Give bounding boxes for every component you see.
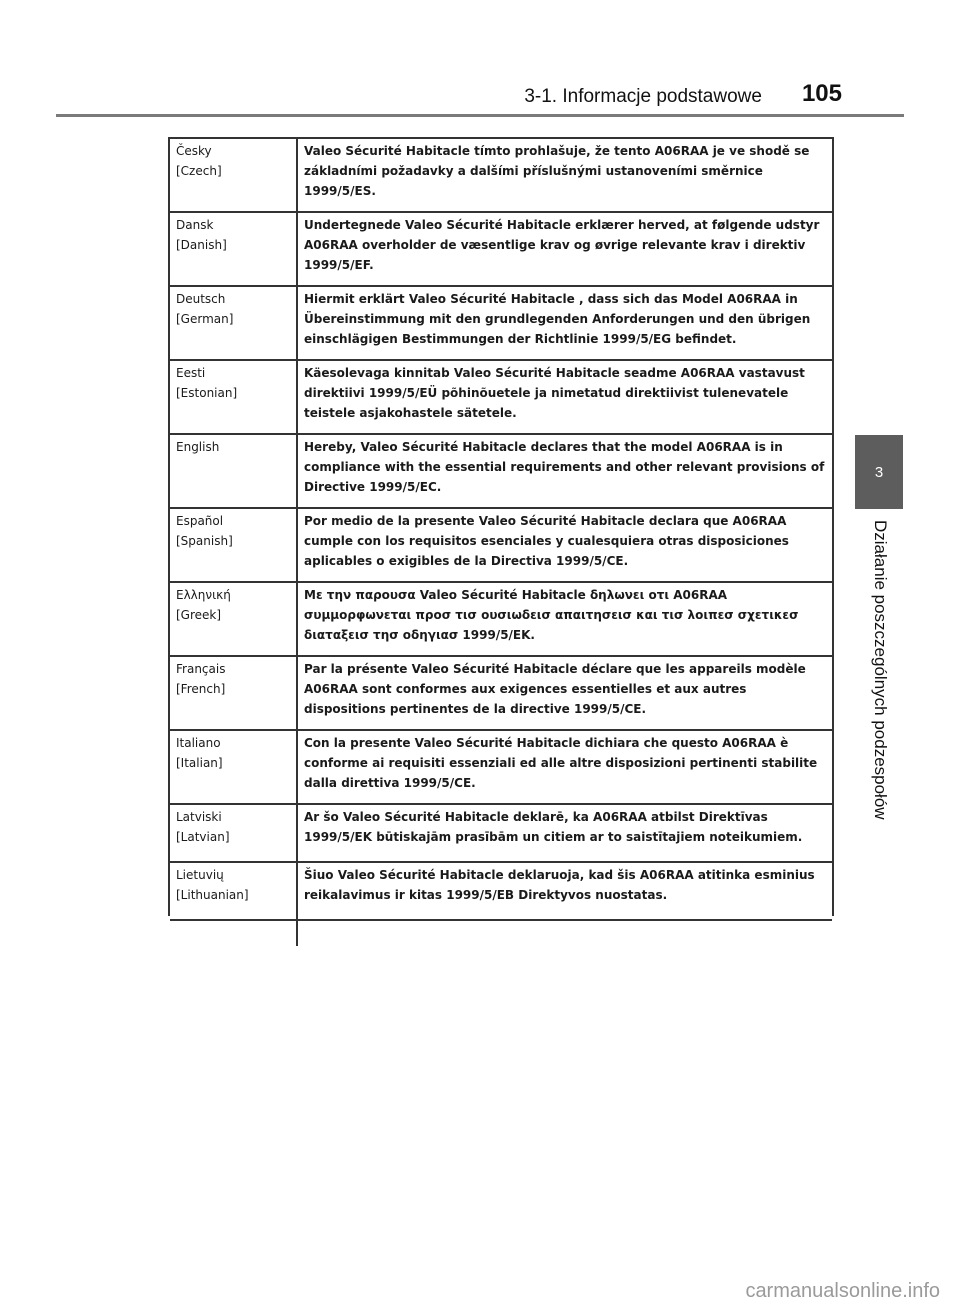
empty-cell: [297, 920, 832, 946]
language-cell: [170, 434, 297, 508]
table-row: [170, 656, 832, 730]
declaration-text: Undertegnede Valeo Sécurité Habitacle erklærer herved, at følgende udstyr A06RAA overholder de væsentlige krav og øvrige relevante krav i direktiv 1999/5/EF.: [297, 212, 832, 286]
language-english: [Spanish]: [176, 534, 233, 548]
table-row: [170, 582, 832, 656]
table-row: [170, 508, 832, 582]
language-english: [French]: [176, 682, 226, 696]
chapter-tab: [855, 435, 903, 509]
declaration-text: Par la présente Valeo Sécurité Habitacle déclare que les appareils modèle A06RAA sont conformes aux exigences essentielles et aux autres dispositions pertinentes de la directive 1999/5/CE.: [297, 656, 832, 730]
table-row: [170, 212, 832, 286]
language-name: Italiano: [176, 736, 221, 750]
table-row: [170, 286, 832, 360]
table-row: [170, 139, 832, 212]
page-number: 105: [801, 80, 842, 107]
language-cell: [170, 286, 297, 360]
chapter-number: 3: [874, 463, 884, 481]
language-cell: [170, 139, 297, 212]
declaration-table: [168, 137, 834, 916]
declaration-text: Hereby, Valeo Sécurité Habitacle declares that the model A06RAA is in compliance with the essential requirements and other relevant provisions of Directive 1999/5/EC.: [297, 434, 832, 508]
declaration-text: Šiuo Valeo Sécurité Habitacle deklaruoja, kad šis A06RAA atitinka esminius reikalavimus ir kitas 1999/5/EB Direktyvos nuostatas.: [297, 862, 832, 920]
language-cell: [170, 656, 297, 730]
language-english: [Latvian]: [176, 830, 230, 844]
declaration-text: Valeo Sécurité Habitacle tímto prohlašuje, že tento A06RAA je ve shodě se základními požadavky a dalšími příslušnými ustanoveními směrnice 1999/5/ES.: [297, 139, 832, 212]
declaration-text: Con la presente Valeo Sécurité Habitacle dichiara che questo A06RAA è conforme ai requisiti essenziali ed alle altre disposizioni pertinenti stabilite dalla direttiva 1999/5/CE.: [297, 730, 832, 804]
language-name: Español: [176, 514, 224, 528]
section-title: 3-1. Informacje podstawowe: [524, 86, 762, 107]
language-english: [Italian]: [176, 756, 223, 770]
declaration-text: Με την παρουσα Valeo Sécurité Habitacle δηλωνει οτι A06RAA συμμορφωνεται προσ τισ ουσιωδεισ απαιτησεισ και τισ λοιπεσ σχετικεσ διαταξεισ τησ οδηγιασ 1999/5/ΕΚ.: [297, 582, 832, 656]
language-cell: [170, 212, 297, 286]
table-row: [170, 730, 832, 804]
language-name: Latviski: [176, 810, 222, 824]
declaration-text: Hiermit erklärt Valeo Sécurité Habitacle , dass sich das Model A06RAA in Übereinstimmung mit den grundlegenden Anforderungen und den übrigen einschlägigen Bestimmungen der Richtlinie 1999/5/EG befindet.: [297, 286, 832, 360]
language-cell: [170, 920, 297, 946]
page-header: [56, 78, 904, 108]
language-name: Ελληνική: [176, 588, 231, 602]
language-cell: [170, 360, 297, 434]
language-english: [German]: [176, 312, 234, 326]
language-cell: [170, 508, 297, 582]
language-english: [Danish]: [176, 238, 227, 252]
language-english: [Estonian]: [176, 386, 238, 400]
language-cell: [170, 730, 297, 804]
declaration-text: Ar šo Valeo Sécurité Habitacle deklarē, ka A06RAA atbilst Direktīvas 1999/5/EK būtiskajām prasībām un citiem ar to saistītajiem noteikumiem.: [297, 804, 832, 862]
language-name: Eesti: [176, 366, 206, 380]
declaration-table-grid: [170, 139, 832, 946]
language-name: Deutsch: [176, 292, 226, 306]
language-english: [Lithuanian]: [176, 888, 249, 902]
language-name: Français: [176, 662, 226, 676]
chapter-title: Działanie poszczególnych podzespołów: [871, 520, 890, 820]
language-name: English: [176, 440, 220, 454]
table-row: [170, 862, 832, 920]
declaration-text: Käesolevaga kinnitab Valeo Sécurité Habitacle seadme A06RAA vastavust direktiivi 1999/5/EÜ põhinõuetele ja nimetatud direktiivist tulenevatele teistele asjakohastele sätetele.: [297, 360, 832, 434]
table-row: [170, 434, 832, 508]
language-name: Česky: [176, 144, 212, 158]
table-row: [170, 804, 832, 862]
language-english: [Czech]: [176, 164, 222, 178]
language-english: [Greek]: [176, 608, 222, 622]
language-name: Lietuvių: [176, 868, 224, 882]
header-rule: [56, 114, 904, 117]
language-cell: [170, 804, 297, 862]
language-cell: [170, 582, 297, 656]
table-row-empty: [170, 920, 832, 946]
language-cell: [170, 862, 297, 920]
table-row: [170, 360, 832, 434]
language-name: Dansk: [176, 218, 214, 232]
declaration-text: Por medio de la presente Valeo Sécurité Habitacle declara que A06RAA cumple con los requisitos esenciales y cualesquiera otras disposiciones aplicables o exigibles de la Directiva 1999/5/CE.: [297, 508, 832, 582]
watermark: carmanualsonline.info: [745, 1280, 940, 1302]
